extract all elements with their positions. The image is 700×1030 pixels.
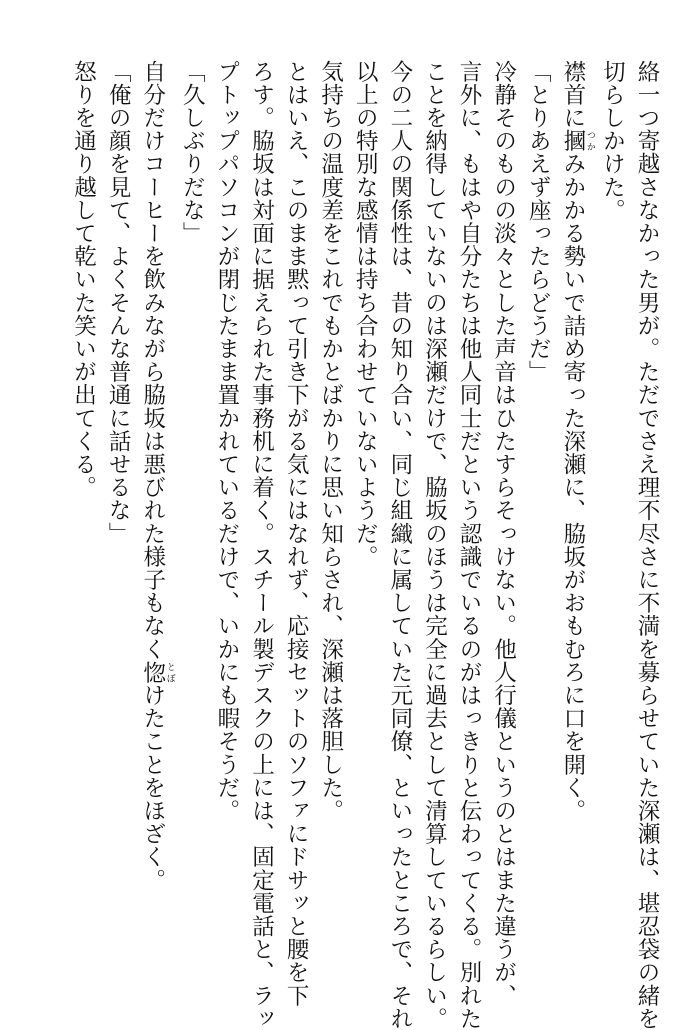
text-line-12: ろす。脇坂は対面に据えられた事務机に着く。スチール製デスクの上には、固定電話と、ラッ	[248, 60, 275, 1030]
text-line-6: 言外に、もはや自分たちは他人同士だという認識でいるのがはっきりと伝わってくる。別れた	[456, 60, 483, 1030]
text-line-10: 気持ちの温度差をこれでもかとばかりに思い知らされ、深瀬は落胆した。	[317, 60, 344, 823]
text-line-9: 以上の特別な感情は持ち合わせていないようだ。	[352, 60, 379, 569]
ruby-tobo	[139, 660, 175, 684]
ruby-base-tsuka: 摑	[559, 129, 586, 153]
text-line-11: とはいえ、このまま黙って引き下がる気にはなれず、応接セットのソファにドサッと腰を下	[283, 60, 310, 1008]
text-line-2: 切らしかけた。	[599, 60, 626, 222]
ruby-tsuka	[559, 129, 595, 153]
text-line-4: 「とりあえず座ったらどうだ」	[525, 60, 552, 384]
text-line-3-part-1: 襟首に	[559, 60, 586, 130]
text-line-3	[555, 60, 595, 960]
text-line-1: 絡一つ寄越さなかった男が。ただでさえ理不尽さに不満を募らせていた深瀬は、堪忍袋の緒を	[634, 60, 660, 1030]
text-line-13: プトップパソコンが閉じたまま置かれているだけで、いかにも暇そうだ。	[213, 60, 240, 823]
vertical-text-body	[66, 60, 664, 1030]
text-line-15-part-2: けたことをほざく。	[139, 683, 166, 892]
text-line-7: ことを納得していないのは深瀬だけで、脇坂のほうは完全に過去として清算しているらしい。	[421, 60, 448, 1030]
ruby-base-tobo: 惚	[139, 660, 166, 684]
text-line-16: 「俺の顔を見て、よくそんな普通に話せるな」	[105, 60, 132, 546]
ruby-reading-tsuka: つか	[584, 129, 595, 153]
text-line-14: 「久しぶりだな」	[179, 60, 206, 245]
text-line-8: 今の二人の関係性は、昔の知り合い、同じ組織に属していた元同僚、といったところで、それ	[386, 60, 413, 1030]
text-line-15-part-1: 自分だけコーヒーを飲みながら脇坂は悪びれた様子もなく	[139, 60, 166, 661]
ruby-reading-tobo: とぼ	[164, 660, 175, 684]
text-line-15	[135, 60, 175, 960]
text-line-17: 怒りを通り越して乾いた笑いが出てくる。	[70, 60, 97, 499]
text-line-5: 冷静そのものの淡々とした声音はひたすらそっけない。他人行儀というのとはまた違うが、	[490, 60, 517, 1008]
text-line-3-part-2: みかかる勢いで詰め寄った深瀬に、脇坂がおもむろに口を開く。	[559, 152, 586, 823]
